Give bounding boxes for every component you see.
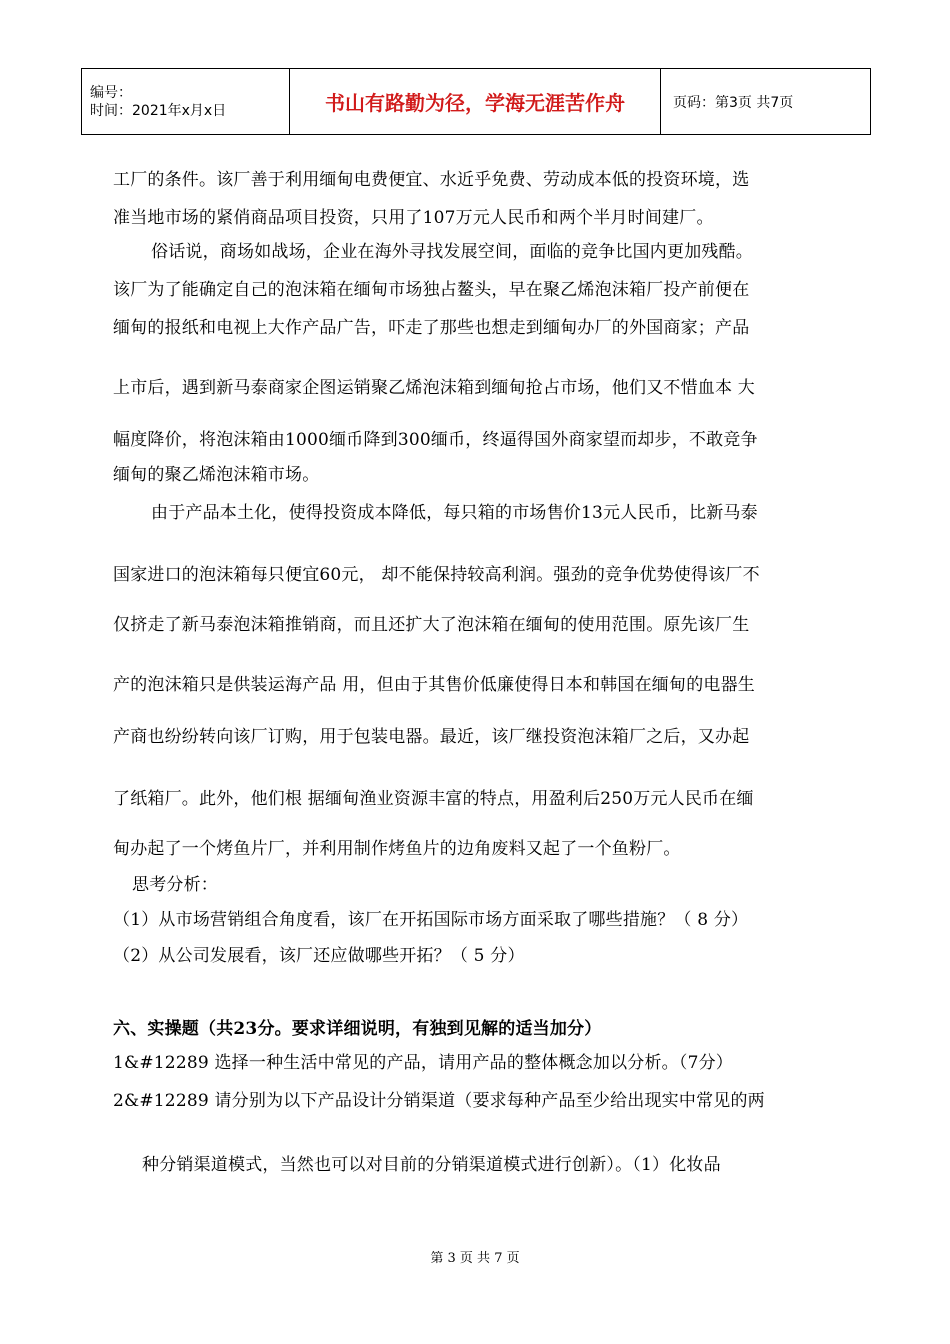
body-line: 国家进口的泡沫箱每只便宜60元， 却不能保持较高利润。强劲的竞争优势使得该厂不	[113, 565, 760, 585]
body-line: 产的泡沫箱只是供装运海产品 用，但由于其售价低廉使得日本和韩国在缅甸的电器生	[113, 675, 756, 695]
body-line: 俗话说，商场如战场，企业在海外寻找发展空间，面临的竞争比国内更加残酷。	[151, 242, 753, 262]
practical-item-1: 1&#12289 选择一种生活中常见的产品，请用产品的整体概念加以分析。（7分）	[113, 1053, 733, 1073]
body-line: 工厂的条件。该厂善于利用缅甸电费便宜、水近乎免费、劳动成本低的投资环境，选	[113, 170, 750, 190]
body-line: 缅甸的报纸和电视上大作产品广告，吓走了那些也想走到缅甸办厂的外国商家；产品	[113, 318, 750, 338]
body-line: 准当地市场的紧俏商品项目投资，只用了107万元人民币和两个半月时间建厂。	[113, 208, 714, 228]
header-time-label: 时间：2021年x月x日	[90, 102, 227, 119]
page-footer: 第 3 页 共 7 页	[430, 1251, 520, 1266]
section-label-think: 思考分析：	[132, 875, 218, 895]
body-line: 产商也纷纷转向该厂订购，用于包装电器。最近，该厂继投资泡沫箱厂之后，又办起	[113, 727, 750, 747]
practical-item-2-cont: 种分销渠道模式，当然也可以对目前的分销渠道模式进行创新）。（1）化妆品	[142, 1155, 721, 1175]
header-info-cell	[82, 69, 290, 135]
body-line: 了纸箱厂。此外，他们根 据缅甸渔业资源丰富的特点，用盈利后250万元人民币在缅	[113, 789, 754, 809]
body-line: 该厂为了能确定自己的泡沫箱在缅甸市场独占鳌头，早在聚乙烯泡沫箱厂投产前便在	[113, 280, 750, 300]
body-line: 甸办起了一个烤鱼片厂，并利用制作烤鱼片的边角废料又起了一个鱼粉厂。	[113, 839, 681, 859]
body-line: 由于产品本土化，使得投资成本降低，每只箱的市场售价13元人民币，比新马泰	[151, 503, 758, 523]
body-line: 缅甸的聚乙烯泡沫箱市场。	[113, 465, 320, 485]
header-page-code: 页码：第3页 共7页	[661, 69, 871, 135]
section-heading-practical: 六、实操题（共23分。要求详细说明，有独到见解的适当加分）	[113, 1019, 602, 1039]
body-line: 上市后，遇到新马泰商家企图运销聚乙烯泡沫箱到缅甸抢占市场，他们又不惜血本 大	[113, 378, 756, 398]
question-1: （1）从市场营销组合角度看，该厂在开拓国际市场方面采取了哪些措施？（ 8 分）	[113, 910, 749, 930]
body-line: 幅度降价，将泡沫箱由1000缅币降到300缅币，终逼得国外商家望而却步，不敢竞争	[113, 430, 758, 450]
body-line: 仅挤走了新马泰泡沫箱推销商，而且还扩大了泡沫箱在缅甸的使用范围。原先该厂生	[113, 615, 750, 635]
page-header	[81, 68, 871, 135]
header-number-label: 编号：	[90, 84, 132, 101]
question-2: （2）从公司发展看，该厂还应做哪些开拓？（ 5 分）	[113, 946, 525, 966]
practical-item-2: 2&#12289 请分别为以下产品设计分销渠道（要求每种产品至少给出现实中常见的两	[113, 1091, 765, 1111]
header-motto: 书山有路勤为径，学海无涯苦作舟	[290, 69, 661, 135]
